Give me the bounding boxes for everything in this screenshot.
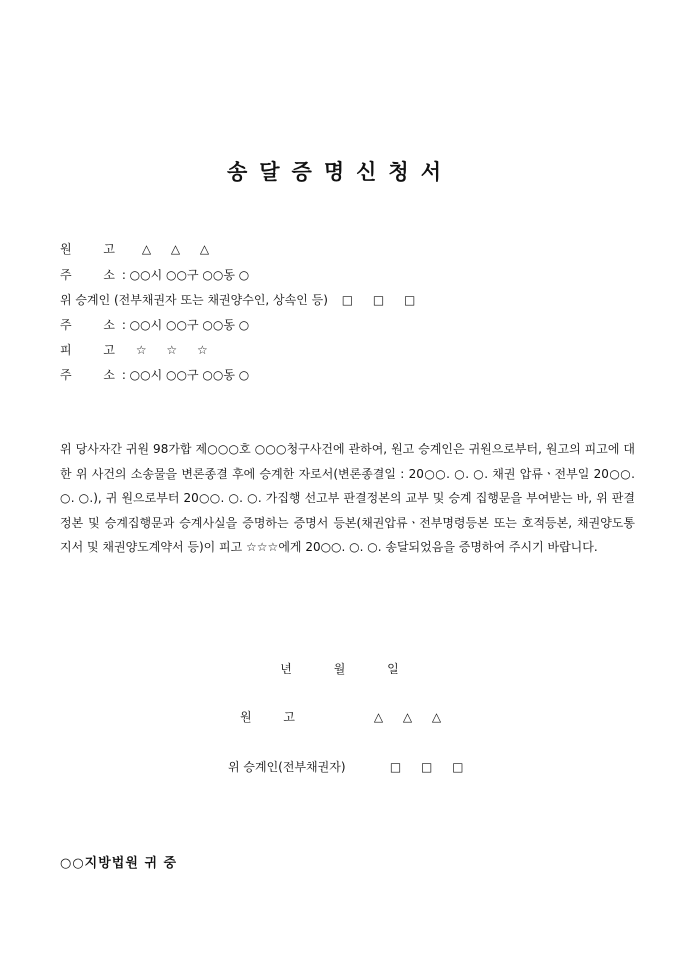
successor-signature-label: 위 승계인(전부채권자) [228, 760, 346, 774]
defendant-row [60, 341, 216, 358]
successor-name: □ □ □ [341, 293, 424, 307]
defendant-label: 피 고 [60, 343, 129, 357]
defendant-name: ☆ ☆ ☆ [135, 343, 216, 357]
successor-label: 위 승계인 (전부채권자 또는 채권양수인, 상속인 등) [60, 293, 328, 307]
plaintiff-signature-name: △ △ △ [373, 710, 450, 724]
plaintiff-name: △ △ △ [141, 242, 218, 256]
plaintiff-signature [240, 708, 449, 725]
date-line [0, 660, 680, 677]
date-day: 일 [387, 662, 400, 676]
successor-address-label: 주 소 [60, 318, 129, 332]
successor-address-row [60, 316, 249, 333]
successor-row [60, 291, 423, 308]
plaintiff-address: : ○○시 ○○구 ○○동 ○ [121, 268, 250, 282]
plaintiff-address-label: 주 소 [60, 268, 129, 282]
defendant-address-label: 주 소 [60, 368, 129, 382]
successor-signature-name: □ □ □ [389, 760, 472, 774]
request-body: 위 당사자간 귀원 98가합 제○○○호 ○○○청구사건에 관하여, 원고 승계인은 귀원으로부터, 원고의 피고에 대한 위 사건의 소송물을 변론종결 후에 승계한 자로서(변론종결일 : 20○○. ○. ○. 채권 압류ㆍ전부일 20○○. ○. ○.), 귀 원으로부터 20○○. ○. ○. 가집행 선고부 판결정본의 교부 및 승계 집행문을 부여받는 바, 위 판결정본 및 승계집행문과 승계사실을 증명하는 증명서 등본(채권압류ㆍ전부명령등본 또는 호적등본, 채권양도통지서 및 채권양도계약서 등)이 피고 ☆☆☆에게 20○○. ○. ○. 송달되었음을 증명하여 주시기 바랍니다. [60, 442, 635, 555]
plaintiff-signature-label: 원 고 [240, 710, 309, 724]
successor-address: : ○○시 ○○구 ○○동 ○ [121, 318, 250, 332]
date-year: 년 [280, 662, 293, 676]
plaintiff-row [60, 240, 217, 257]
defendant-address: : ○○시 ○○구 ○○동 ○ [121, 368, 250, 382]
defendant-address-row [60, 366, 249, 383]
successor-signature [228, 758, 471, 775]
court-addressee: ○○지방법원 귀 중 [60, 856, 178, 871]
document-title: 송달증명신청서 [226, 159, 453, 184]
plaintiff-label: 원 고 [60, 242, 129, 256]
plaintiff-address-row [60, 266, 249, 283]
date-month: 월 [333, 662, 347, 676]
